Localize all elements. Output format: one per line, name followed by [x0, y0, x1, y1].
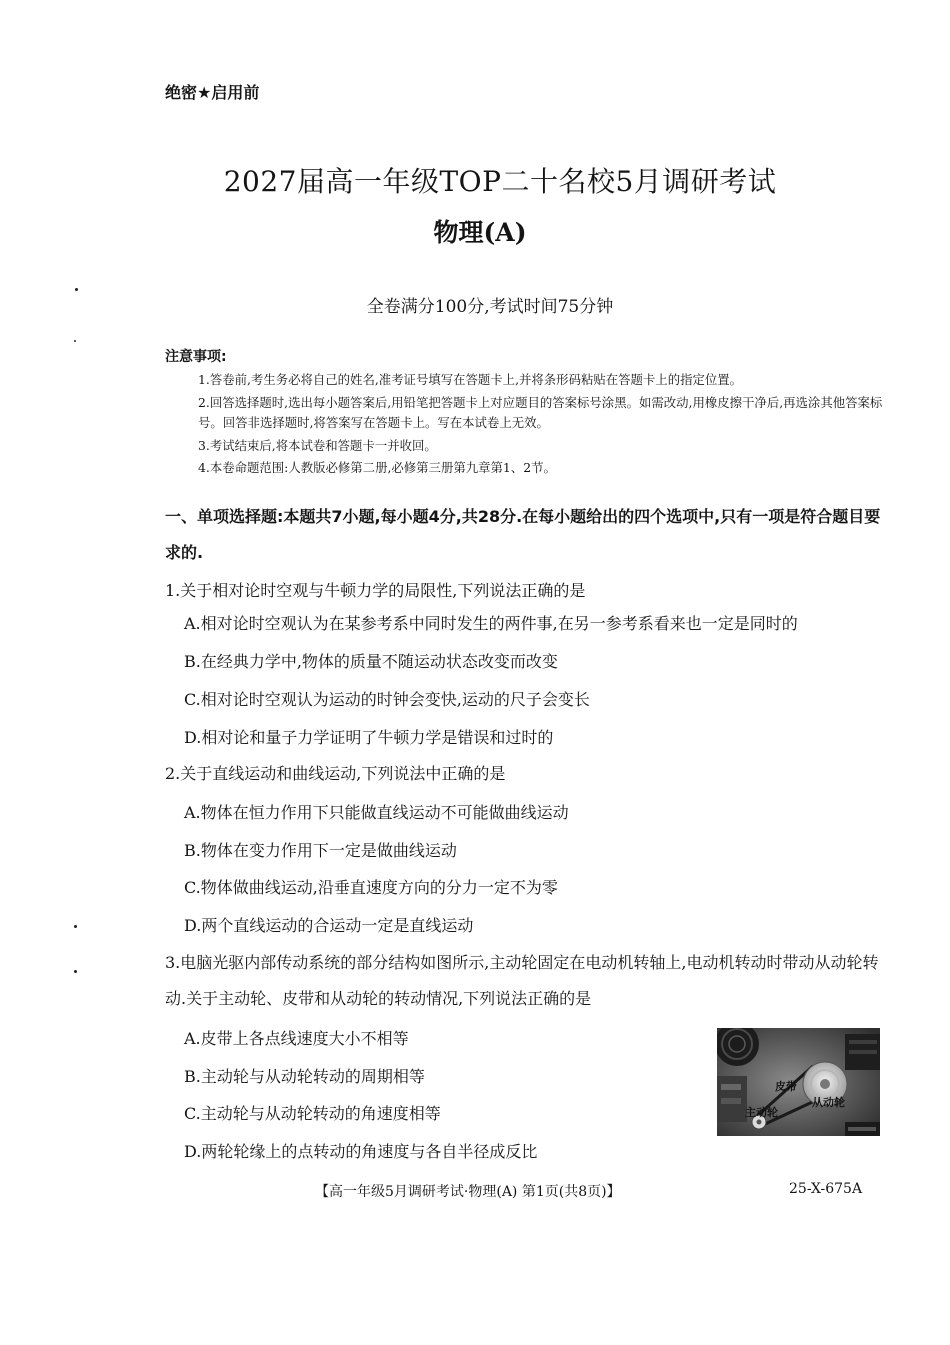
notice-item: 1.答卷前,考生务必将自己的姓名,准考证号填写在答题卡上,并将条形码粘贴在答题卡上的指定位置。 — [198, 372, 743, 387]
option-c: C.主动轮与从动轮转动的角速度相等 — [184, 1104, 441, 1123]
notice-heading: 注意事项: — [165, 349, 227, 365]
option-d: D.相对论和量子力学证明了牛顿力学是错误和过时的 — [184, 728, 554, 747]
option-c: C.相对论时空观认为运动的时钟会变快,运动的尺子会变长 — [184, 690, 590, 709]
question-stem: 3.电脑光驱内部传动系统的部分结构如图所示,主动轮固定在电动机转轴上,电动机转动时带动从动轮转动.关于主动轮、皮带和从动轮的转动情况,下列说法正确的是 — [165, 953, 879, 1008]
option-a: A.相对论时空观认为在某参考系中同时发生的两件事,在另一参考系看来也一定是同时的 — [184, 614, 798, 633]
option-b: B.在经典力学中,物体的质量不随运动状态改变而改变 — [184, 652, 558, 671]
option-b: B.主动轮与从动轮转动的周期相等 — [184, 1067, 425, 1086]
paper-code: 25-X-675A — [789, 1181, 863, 1197]
option-b: B.物体在变力作用下一定是做曲线运动 — [184, 841, 457, 860]
exam-subject: 物理(A) — [433, 218, 527, 247]
scan-mark — [74, 340, 76, 342]
belt-label: 皮带 — [775, 1080, 797, 1093]
option-c: C.物体做曲线运动,沿垂直速度方向的分力一定不为零 — [184, 878, 558, 897]
scan-mark — [74, 925, 77, 928]
option-d: D.两个直线运动的合运动一定是直线运动 — [184, 916, 474, 935]
exam-info: 全卷满分100分,考试时间75分钟 — [366, 297, 614, 317]
page-footer: 【高一年级5月调研考试·物理(A) 第1页(共8页)】 — [315, 1184, 621, 1200]
option-a: A.物体在恒力作用下只能做直线运动不可能做曲线运动 — [184, 803, 569, 822]
driven-wheel-label: 从动轮 — [812, 1096, 845, 1109]
confidential-label: 绝密★启用前 — [165, 83, 260, 102]
notice-item: 2.回答选择题时,选出每小题答案后,用铅笔把答题卡上对应题目的答案标号涂黑。如需改动,用橡皮擦干净后,再选涂其他答案标号。回答非选择题时,将答案写在答题卡上。写在本试卷上无效。 — [198, 395, 883, 430]
option-a: A.皮带上各点线速度大小不相等 — [184, 1029, 409, 1048]
scan-mark — [75, 288, 78, 291]
notice-item: 4.本卷命题范围:人教版必修第二册,必修第三册第九章第1、2节。 — [198, 460, 556, 475]
notice-item: 3.考试结束后,将本试卷和答题卡一并收回。 — [198, 438, 437, 453]
drive-mechanism-figure — [717, 1028, 880, 1136]
section-heading: 一、单项选择题:本题共7小题,每小题4分,共28分.在每小题给出的四个选项中,只有一项是符合题目要求的. — [165, 507, 881, 562]
question-stem: 1.关于相对论时空观与牛顿力学的局限性,下列说法正确的是 — [165, 581, 586, 600]
scan-mark — [74, 970, 77, 973]
option-d: D.两轮轮缘上的点转动的角速度与各自半径成反比 — [184, 1142, 538, 1161]
driver-wheel-label: 主动轮 — [745, 1106, 778, 1119]
exam-title: 2027届高一年级TOP二十名校5月调研考试 — [223, 165, 777, 198]
question-stem: 2.关于直线运动和曲线运动,下列说法中正确的是 — [165, 764, 506, 783]
